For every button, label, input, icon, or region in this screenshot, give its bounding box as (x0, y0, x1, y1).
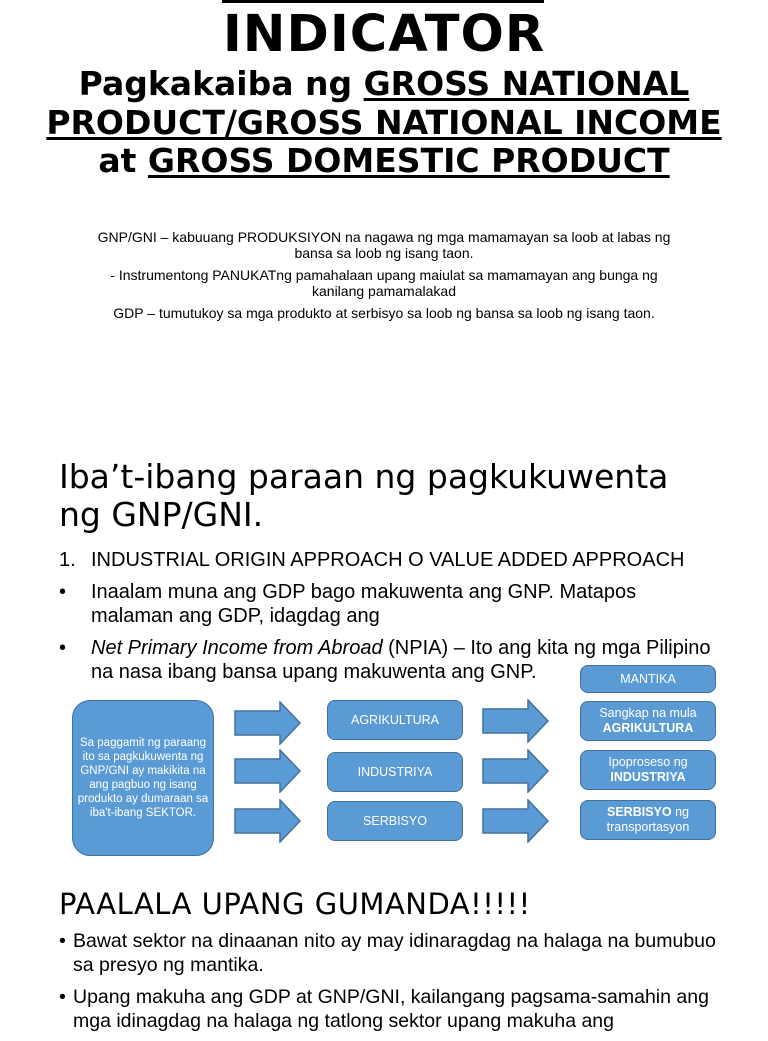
output-agrikultura-bold: AGRIKULTURA (602, 721, 694, 735)
section1-heading: Iba’t-ibang paraan ng pagkukuwenta ng GNP/GNI. (59, 457, 669, 534)
output-serbisyo (580, 800, 716, 840)
subtitle-prefix: Pagkakaiba ng (78, 64, 364, 103)
bullet-text: Upang makuha ang GDP at GNP/GNI, kailangang pagsama-samahin ang mga idinagdag na halaga ng tatlong sektor upang makuha ang (73, 986, 709, 1032)
output-serbisyo-suffix: ng transportasyon (606, 805, 690, 834)
sector-industriya: INDUSTRIYA (327, 752, 463, 792)
npia-definition: (NPIA) – Ito ang kita ng mga Pilipino na nasa ibang bansa upang makuwenta ang GNP. (91, 637, 711, 683)
bullet-marker: • (59, 986, 66, 1008)
arrow-right-icon (482, 799, 550, 843)
bullet-item (59, 985, 729, 1033)
output-serbisyo-bold: SERBISYO (607, 805, 672, 819)
sector-diagram (60, 660, 724, 866)
arrow-right-icon (234, 799, 302, 843)
output-industriya (580, 750, 716, 790)
subtitle-gdp: GROSS DOMESTIC PRODUCT (147, 141, 670, 180)
numbered-item (59, 548, 719, 572)
bullet-marker: • (59, 581, 67, 603)
bullet-text: Inaalam muna ang GDP bago makuwenta ang GNP. Matapos malaman ang GDP, idagdag ang (91, 581, 637, 627)
diagram-explanation-box: Sa paggamit ng paraang ito sa pagkukuwenta ng GNP/GNI ay makikita na ang pagbuo ng isang produkto ay dumaraan sa iba't-ibang SEKTOR. (72, 700, 214, 856)
section2-list (59, 929, 729, 1041)
section2-heading: PAALALA UPANG GUMANDA!!!!! (59, 887, 531, 921)
arrow-right-icon (482, 699, 550, 743)
npia-term: Net Primary Income from Abroad (91, 637, 383, 659)
definition-instrument: - Instrumentong PANUKATng pamahalaan upang maiulat sa mamamayan ang bunga ng kanilang pamamalakad (110, 267, 658, 299)
page-title: INDICATOR (222, 5, 546, 64)
output-industriya-prefix: Ipoproseso ng (608, 755, 688, 769)
output-industriya-bold: INDUSTRIYA (610, 770, 686, 784)
sector-serbisyo: SERBISYO (327, 801, 463, 841)
bullet-text: Bawat sektor na dinaanan nito ay may idinaragdag na halaga na bumubuo sa presyo ng mantika. (73, 930, 716, 976)
arrow-right-icon (234, 749, 302, 793)
output-agrikultura (580, 701, 716, 741)
bullet-marker: • (59, 930, 66, 952)
definition-gnp: GNP/GNI – kabuuang PRODUKSIYON na nagawa ng mga mamamayan sa loob at labas ng bansa sa loob ng isang taon. (97, 229, 671, 261)
bullet-item (59, 929, 729, 977)
list-number: 1. (59, 549, 76, 571)
subtitle-mid: at (98, 141, 148, 180)
bullet-marker: • (59, 637, 67, 659)
title-top-rule (222, 0, 544, 3)
output-mantika: MANTIKA (580, 665, 716, 693)
output-agrikultura-prefix: Sangkap na mula (599, 706, 697, 720)
subtitle-gnp-gni: GROSS NATIONAL PRODUCT/GROSS NATIONAL INCOME (46, 64, 722, 142)
numbered-item-text: INDUSTRIAL ORIGIN APPROACH O VALUE ADDED APPROACH (91, 549, 685, 571)
arrow-right-icon (234, 701, 302, 745)
definitions (90, 229, 678, 327)
arrow-right-icon (482, 749, 550, 793)
bullet-item (59, 580, 719, 628)
page-subtitle (40, 65, 728, 181)
sector-agrikultura: AGRIKULTURA (327, 700, 463, 740)
definition-gdp: GDP – tumutukoy sa mga produkto at serbisyo sa loob ng bansa sa loob ng isang taon. (113, 305, 655, 321)
